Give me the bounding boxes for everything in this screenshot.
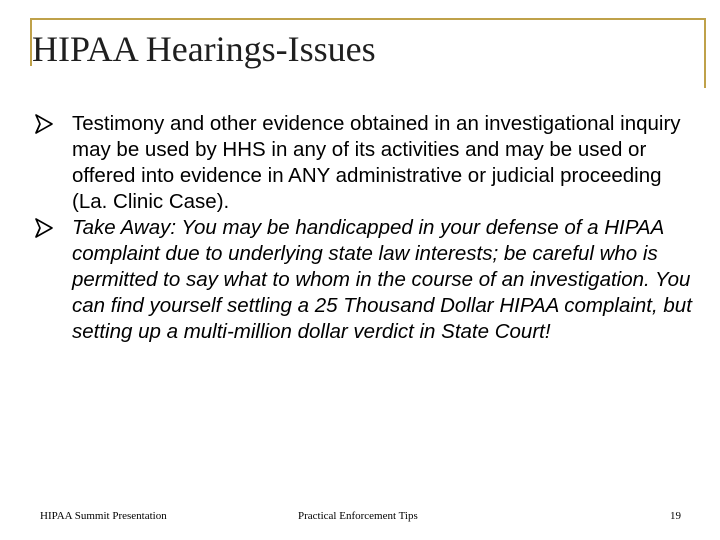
arrow-bullet-icon [34, 114, 54, 134]
bullet-text: Take Away: You may be handicapped in your defense of a HIPAA complaint due to underlying state law interests; be careful who is permitted to say what to whom in the course of an investigation. You can find yourself settling a 25 Thousand Dollar HIPAA complaint, but setting up a multi-million dollar verdict in State Court! [72, 216, 692, 343]
decorative-frame-top [30, 18, 706, 20]
bullet-text: Testimony and other evidence obtained in an investigational inquiry may be used by HHS in any of its activities and may be used or offered into evidence in ANY administrative or judicial proceeding (La. Clinic Case). [72, 112, 681, 213]
decorative-frame-right [704, 18, 706, 88]
bullet-item [34, 111, 694, 215]
slide-title: HIPAA Hearings-Issues [32, 29, 376, 69]
arrow-bullet-icon [34, 218, 54, 238]
footer-left-text: HIPAA Summit Presentation [40, 510, 167, 522]
footer-center-text: Practical Enforcement Tips [298, 510, 418, 522]
bullet-list [34, 111, 694, 345]
page-number: 19 [670, 510, 681, 522]
bullet-item [34, 215, 694, 345]
